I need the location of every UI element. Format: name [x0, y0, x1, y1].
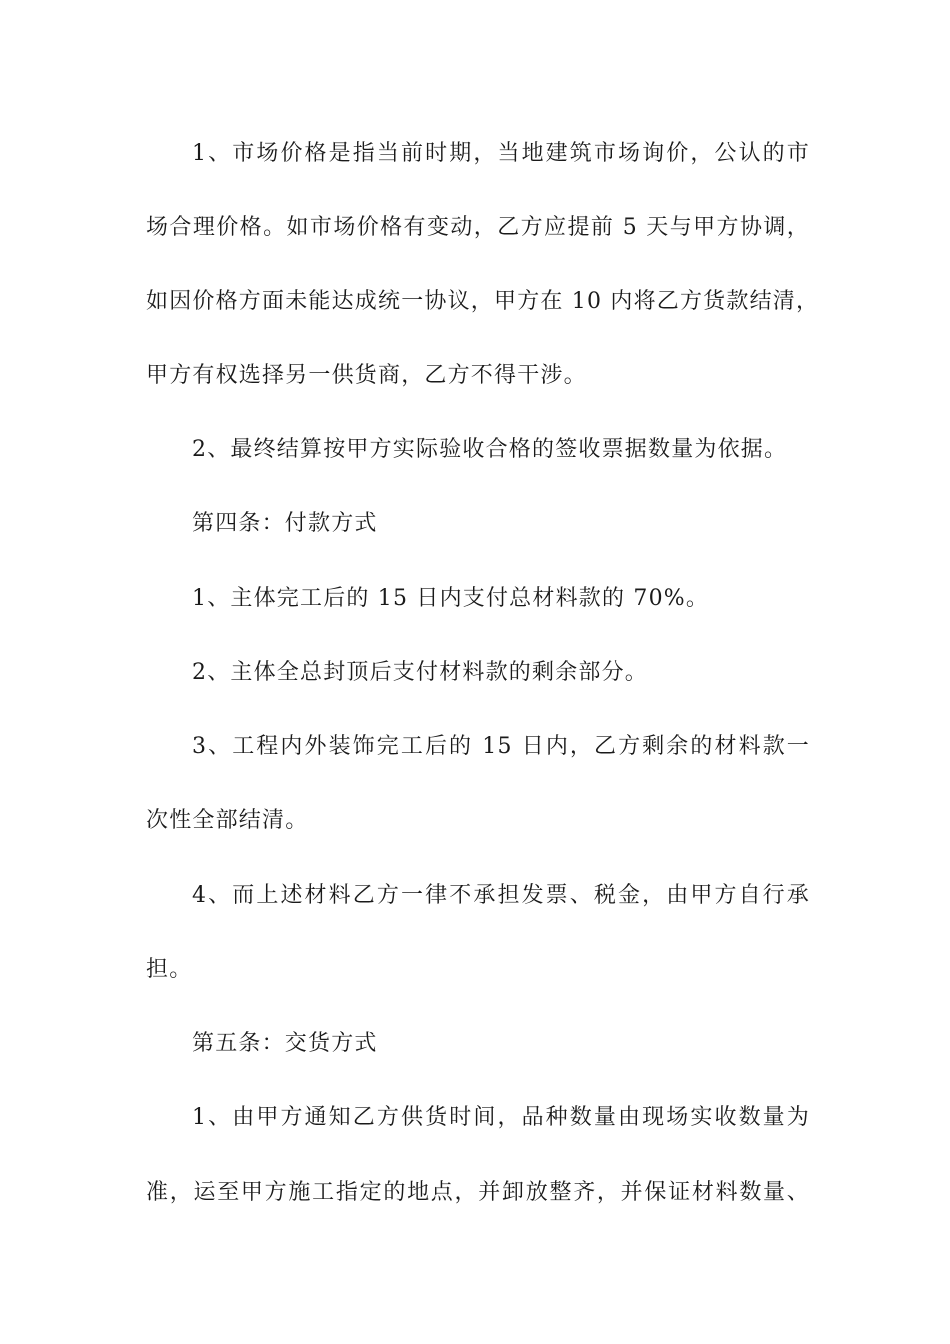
- paragraph-line: 次性全部结清。: [146, 808, 309, 833]
- paragraph-line: 如因价格方面未能达成统一协议，甲方在 10 内将乙方货款结清，: [146, 289, 820, 314]
- paragraph-line: 场合理价格。如市场价格有变动，乙方应提前 5 天与甲方协调，: [146, 215, 810, 240]
- paragraph-line: 2、主体全总封顶后支付材料款的剩余部分。: [192, 660, 648, 685]
- paragraph-line: 1、市场价格是指当前时期，当地建筑市场询价，公认的市: [192, 141, 810, 166]
- paragraph-line: 担。: [146, 957, 193, 982]
- paragraph-line: 甲方有权选择另一供货商，乙方不得干涉。: [146, 363, 587, 388]
- paragraph-line: 4、而上述材料乙方一律不承担发票、税金，由甲方自行承: [192, 883, 810, 908]
- paragraph-line: 3、工程内外装饰完工后的 15 日内，乙方剩余的材料款一: [192, 734, 810, 759]
- paragraph-line: 1、由甲方通知乙方供货时间，品种数量由现场实收数量为: [192, 1105, 810, 1130]
- paragraph-line: 1、主体完工后的 15 日内支付总材料款的 70%。: [192, 586, 710, 611]
- paragraph-line: 2、最终结算按甲方实际验收合格的签收票据数量为依据。: [192, 437, 788, 462]
- paragraph-line: 准，运至甲方施工指定的地点，并卸放整齐，并保证材料数量、: [146, 1180, 810, 1205]
- section-heading: 第五条：交货方式: [192, 1031, 378, 1056]
- section-heading: 第四条：付款方式: [192, 511, 378, 536]
